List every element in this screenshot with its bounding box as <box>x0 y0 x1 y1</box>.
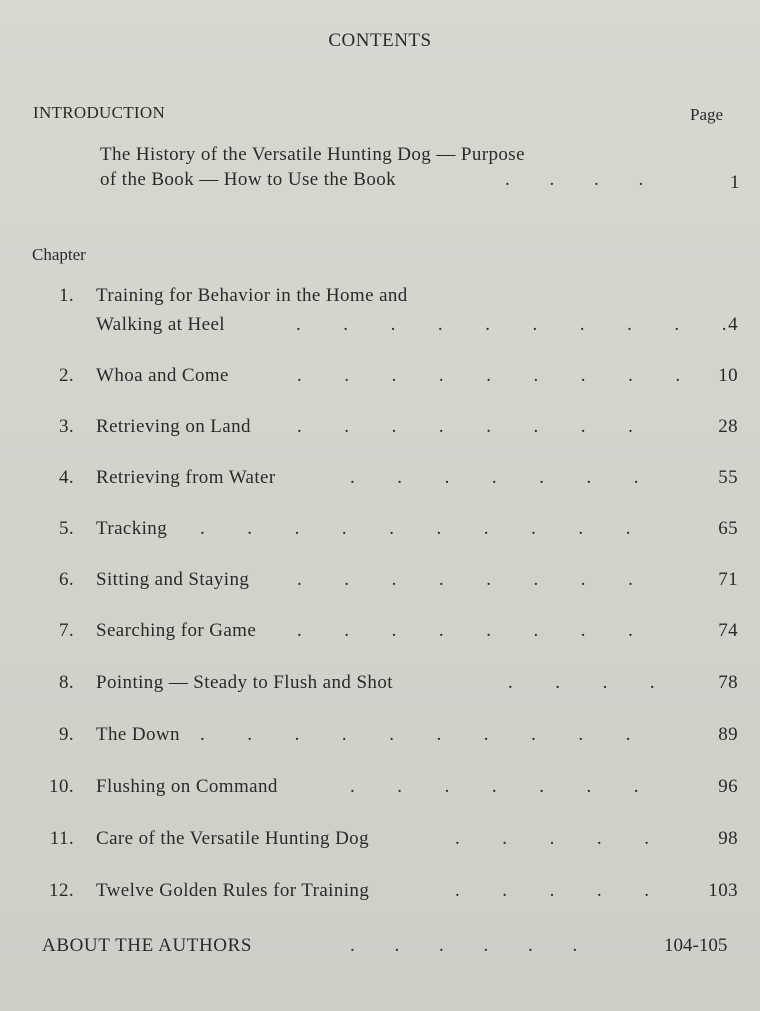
chapter-title: Twelve Golden Rules for Training <box>96 880 370 901</box>
chapter-title: Flushing on Command <box>96 776 278 797</box>
toc-entry <box>0 724 760 754</box>
chapter-title: Tracking <box>96 518 168 539</box>
leader-dots: . . . . . <box>455 880 650 901</box>
introduction-description-line2: of the Book — How to Use the Book <box>100 169 397 190</box>
toc-entry <box>0 518 760 548</box>
chapter-number: 2. <box>58 365 74 386</box>
introduction-page-number: 1 <box>730 172 740 193</box>
chapter-page-number: 10 <box>718 365 738 386</box>
leader-dots: . . . . . . . . . . <box>200 518 631 539</box>
leader-dots: . . . . . . . . . . <box>296 314 727 335</box>
chapter-page-number: 103 <box>708 880 738 901</box>
leader-dots: . . . . . . . . . <box>297 365 681 386</box>
about-authors-page-number: 104-105 <box>664 935 728 956</box>
chapter-column-label: Chapter <box>32 245 86 264</box>
toc-entry <box>0 365 760 395</box>
toc-entry <box>0 880 760 910</box>
chapter-page-number: 74 <box>718 620 738 641</box>
chapter-title: Care of the Versatile Hunting Dog <box>96 828 369 849</box>
toc-entry <box>0 620 760 650</box>
introduction-description-line1: The History of the Versatile Hunting Dog — Purpose <box>100 144 525 165</box>
toc-entry-continuation <box>0 314 760 344</box>
toc-entry <box>0 569 760 599</box>
chapter-title-line1: Training for Behavior in the Home and <box>96 285 408 306</box>
chapter-number: 9. <box>58 724 74 745</box>
chapter-title: Retrieving on Land <box>96 416 251 437</box>
leader-dots: . . . . <box>508 672 656 693</box>
chapter-page-number: 4 <box>728 314 738 335</box>
leader-dots: . . . . . . . . . . <box>200 724 631 745</box>
chapter-title: Sitting and Staying <box>96 569 250 590</box>
page-title: CONTENTS <box>328 30 432 51</box>
leader-dots: . . . . . . . <box>350 776 639 797</box>
chapter-title: Whoa and Come <box>96 365 229 386</box>
chapter-number: 5. <box>58 518 74 539</box>
toc-entry <box>0 828 760 858</box>
introduction-leader-dots: . . . . <box>505 169 644 190</box>
toc-entry <box>0 776 760 806</box>
chapter-page-number: 98 <box>718 828 738 849</box>
chapter-page-number: 96 <box>718 776 738 797</box>
chapter-title-line2: Walking at Heel <box>96 314 225 335</box>
chapter-page-number: 71 <box>718 569 738 590</box>
toc-entry <box>0 285 760 315</box>
toc-entry <box>0 672 760 702</box>
page-column-label: Page <box>690 105 724 124</box>
chapter-number: 1. <box>58 285 74 306</box>
chapter-number: 4. <box>58 467 74 488</box>
chapter-page-number: 89 <box>718 724 738 745</box>
introduction-heading: INTRODUCTION <box>33 103 166 122</box>
toc-entry <box>0 467 760 497</box>
leader-dots: . . . . . . . . <box>297 569 634 590</box>
chapter-number: 12. <box>49 880 74 901</box>
leader-dots: . . . . . <box>455 828 650 849</box>
leader-dots: . . . . . . . <box>350 467 639 488</box>
about-authors-leader-dots: . . . . . . <box>350 935 578 956</box>
chapter-number: 10. <box>49 776 74 797</box>
chapter-number: 8. <box>58 672 74 693</box>
chapter-number: 11. <box>49 828 74 849</box>
leader-dots: . . . . . . . . <box>297 416 634 437</box>
leader-dots: . . . . . . . . <box>297 620 634 641</box>
toc-entry <box>0 416 760 446</box>
chapter-number: 6. <box>58 569 74 590</box>
chapter-page-number: 28 <box>718 416 738 437</box>
chapter-number: 7. <box>58 620 74 641</box>
chapter-title: Searching for Game <box>96 620 257 641</box>
chapter-page-number: 55 <box>718 467 738 488</box>
chapter-title: The Down <box>96 724 180 745</box>
chapter-title: Retrieving from Water <box>96 467 276 488</box>
chapter-number: 3. <box>58 416 74 437</box>
chapter-page-number: 78 <box>718 672 738 693</box>
about-authors-heading: ABOUT THE AUTHORS <box>42 935 253 956</box>
chapter-page-number: 65 <box>718 518 738 539</box>
chapter-title: Pointing — Steady to Flush and Shot <box>96 672 393 693</box>
